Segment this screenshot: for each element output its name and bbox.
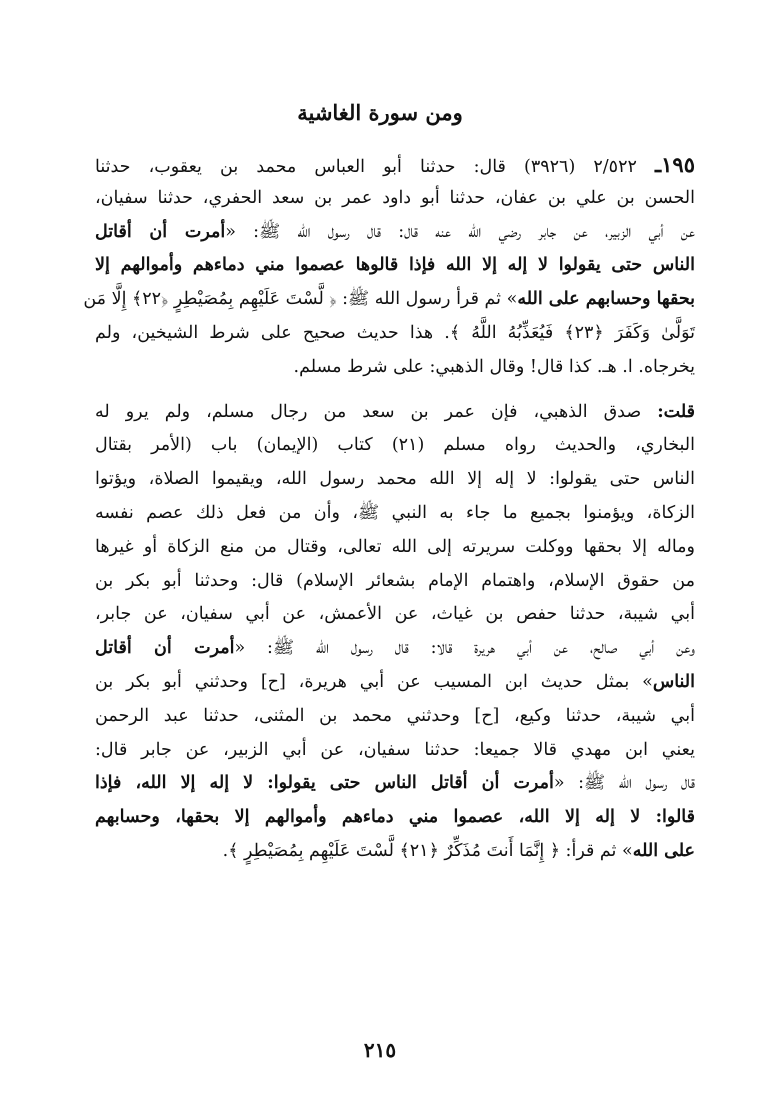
text-line: الناس حتى يقولوا: لا إله إلا الله محمد رسول الله، ويقيموا الصلاة، ويؤتوا bbox=[95, 469, 695, 490]
text-line: الحسن بن علي بن عفان، حدثنا أبو داود عمر بن سعد الحفري، حدثنا سفيان، bbox=[95, 187, 695, 208]
body-text bbox=[83, 148, 696, 869]
page-number: ٢١٥ bbox=[363, 1038, 397, 1062]
text-line: قالوا: لا إله إلا الله، عصموا مني دماءهم وأموالهم إلا بحقها، وحسابهم bbox=[95, 807, 695, 828]
text-line: الزكاة، ويؤمنوا بجميع ما جاء به النبي ﷺ، وأن من فعل ذلك عصم نفسه bbox=[95, 502, 695, 523]
text-line: الناس حتى يقولوا لا إله إلا الله فإذا قالوها عصموا مني دماءهم وأموالهم إلا bbox=[95, 255, 696, 276]
text-line: تَوَلَّىٰ وَكَفَرَ ﴿٢٣﴾ فَيُعَذِّبُهُ اللَّهُ ﴾. هذا حديث صحيح على شرط الشيخين، ولم bbox=[95, 322, 695, 343]
text-line: يعني ابن مهدي قالا جميعا: حدثنا سفيان، عن أبي الزبير، عن جابر قال: bbox=[95, 739, 695, 760]
text-line: ١٩٥ـ ٢/٥٢٢ (٣٩٢٦) قال: حدثنا أبو العباس محمد بن يعقوب، حدثنا bbox=[95, 152, 695, 177]
commentary-paragraph bbox=[95, 396, 695, 869]
text-line: يخرجاه. ا. هـ. كذا قال! وقال الذهبي: على شرط مسلم. bbox=[293, 356, 695, 377]
text-line: عن أبي الزبير، عن جابر رضي الله عنه قال: قال رسول الله ﷺ: «أمرت أن أقاتل bbox=[95, 221, 695, 242]
hadith-number: ١٩٥ـ bbox=[655, 152, 695, 177]
paragraph-gap bbox=[95, 385, 695, 396]
text-line: على الله» ثم قرأ: ﴿ إِنَّمَا أَنتَ مُذَكِّرٌ ﴿٢١﴾ لَّسْتَ عَلَيْهِم بِمُصَيْطِرٍ ﴾. bbox=[222, 840, 695, 861]
text-line: بحقها وحسابهم على الله» ثم قرأ رسول الله ﷺ: ﴿ لَّسْتَ عَلَيْهِم بِمُصَيْطِرٍ ﴿٢٢﴾ إِلَّا مَن bbox=[83, 289, 695, 310]
text-line: من حقوق الإسلام، واهتمام الإمام بشعائر الإسلام) قال: وحدثنا أبو بكر بن bbox=[95, 570, 695, 591]
text-line: أبي شيبة، حدثنا وكيع، [ح] وحدثني محمد بن المثنى، حدثنا عبد الرحمن bbox=[95, 705, 695, 726]
text-line: قلت: صدق الذهبي، فإن عمر بن سعد من رجال مسلم، ولم يرو له bbox=[95, 401, 695, 422]
hadith-paragraph bbox=[83, 148, 696, 385]
text-line: البخاري، والحديث رواه مسلم (٢١) كتاب (الإيمان) باب (الأمر بقتال bbox=[95, 435, 695, 456]
section-title: ومن سورة الغاشية bbox=[297, 100, 463, 125]
text-line: الناس» بمثل حديث ابن المسيب عن أبي هريرة، [ح] وحدثني أبو بكر بن bbox=[95, 671, 695, 692]
text-line: وعن أبي صالح، عن أبي هريرة قالا: قال رسول الله ﷺ: «أمرت أن أقاتل bbox=[95, 638, 695, 659]
text-line: أبي شيبة، حدثنا حفص بن غياث، عن الأعمش، عن أبي سفيان، عن جابر، bbox=[95, 604, 695, 625]
text-line: وماله إلا بحقها ووكلت سريرته إلى الله تعالى، وقتال من منع الزكاة أو غيرها bbox=[95, 536, 695, 557]
text-line: قال رسول الله ﷺ: «أمرت أن أقاتل الناس حتى يقولوا: لا إله إلا الله، فإذا bbox=[95, 773, 695, 794]
